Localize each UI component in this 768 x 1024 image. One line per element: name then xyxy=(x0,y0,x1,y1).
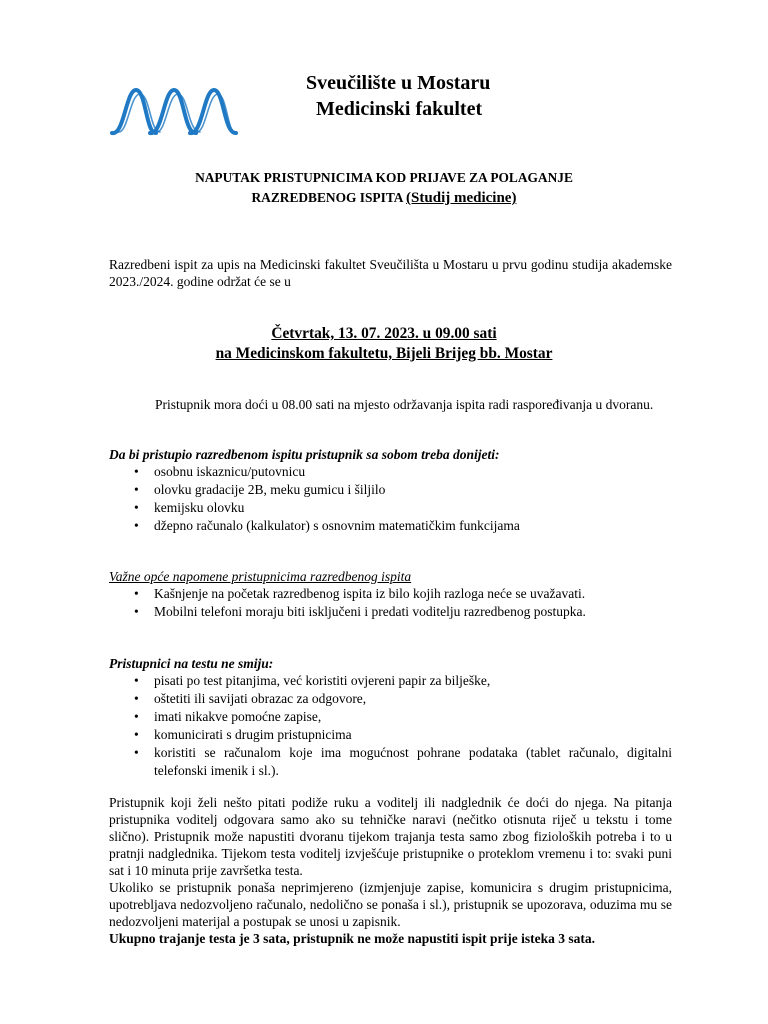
intro-paragraph: Razredbeni ispit za upis na Medicinski fakultet Sveučilišta u Mostaru u prvu godinu studija akademske 2023./2024. godine održat će se u xyxy=(109,257,672,289)
bring-list xyxy=(134,463,672,535)
list-item: • Mobilni telefoni moraju biti isključeni i predati voditelju razredbenog postupka. xyxy=(134,603,672,621)
list-item: • komunicirati s drugim pristupnicima xyxy=(134,726,672,744)
university-name: Sveučilište u Mostaru xyxy=(306,72,491,94)
list-item: • Kašnjenje na početak razredbenog ispita iz bilo kojih razloga neće se uvažavati. xyxy=(134,585,672,603)
list-item: • oštetiti ili savijati obrazac za odgovore, xyxy=(134,690,672,708)
document-title-line1: NAPUTAK PRISTUPNICIMA KOD PRIJAVE ZA POLAGANJE xyxy=(195,170,573,185)
duration-statement: Ukupno trajanje testa je 3 sata, pristupnik ne može napustiti ispit prije isteka 3 sata. xyxy=(109,931,596,946)
bring-heading: Da bi pristupio razredbenom ispitu pristupnik sa sobom treba donijeti: xyxy=(109,447,500,462)
arrival-paragraph: Pristupnik mora doći u 08.00 sati na mjesto održavanja ispita radi raspoređivanja u dvoranu. xyxy=(155,397,654,412)
list-item: • kemijsku olovku xyxy=(134,499,672,517)
list-item: • koristiti se računalom koje ima mogućnost pohrane podataka (tablet računalo, digitalni telefonski imenik i sl.). xyxy=(134,744,672,780)
title-main: RAZREDBENOG ISPITA xyxy=(251,190,407,205)
faculty-logo xyxy=(110,86,238,138)
exam-date: Četvrtak, 13. 07. 2023. u 09.00 sati xyxy=(271,325,497,342)
exam-location: na Medicinskom fakultetu, Bijeli Brijeg bb. Mostar xyxy=(215,345,553,362)
questions-paragraph: Pristupnik koji želi nešto pitati podiže ruku a voditelj ili nadglednik će doći do njega. Na pitanja pristupnika voditelj odgovara samo ako su tehničke naravi (nečitko otisnuta riječ u tekstu i tome slično). Pristupnik može napustiti dvoranu tijekom trajanja testa samo zbog fizioloških potreba i to u pratnji nadglednika. Tijekom testa voditelj izvješćuje pristupnike o proteklom vremenu i to: svaki puni sat i 10 minuta prije završetka testa. xyxy=(109,795,672,878)
forbidden-list xyxy=(134,672,672,780)
notes-heading: Važne opće napomene pristupnicima razredbenog ispita xyxy=(109,569,412,584)
notes-list xyxy=(134,585,672,621)
title-study: (Studij medicine) xyxy=(406,190,517,206)
faculty-name: Medicinski fakultet xyxy=(316,98,483,120)
list-item: • pisati po test pitanjima, već koristiti ovjereni papir za bilješke, xyxy=(134,672,672,690)
misconduct-paragraph: Ukoliko se pristupnik ponaša neprimjereno (izmjenjuje zapise, komunicira s drugim pristupnicima, upotrebljava nedozvoljeno računalo, nedolično se ponaša i sl.), pristupnik se upozorava, oduzima mu se nedozvoljeni materijal a postupak se unosi u zapisnik. xyxy=(109,880,672,929)
forbidden-heading: Pristupnici na testu ne smiju: xyxy=(109,656,274,671)
list-item: • imati nikakve pomoćne zapise, xyxy=(134,708,672,726)
list-item: • džepno računalo (kalkulator) s osnovnim matematičkim funkcijama xyxy=(134,517,672,535)
document-title-line2 xyxy=(0,188,768,208)
list-item: • olovku gradacije 2B, meku gumicu i šiljilo xyxy=(134,481,672,499)
list-item: • osobnu iskaznicu/putovnicu xyxy=(134,463,672,481)
